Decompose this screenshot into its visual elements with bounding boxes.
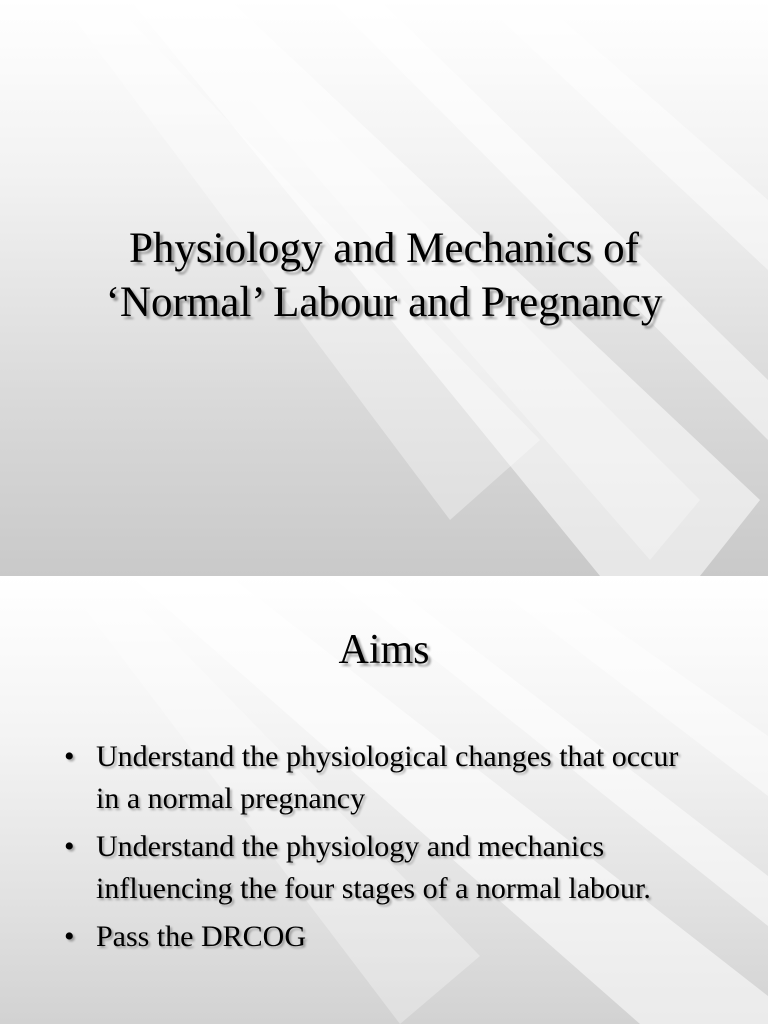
- bullet-dot-icon: •: [64, 740, 75, 773]
- bullet-item: [60, 916, 700, 958]
- aims-title: Aims: [338, 627, 430, 673]
- slide-title-line-2: ‘Normal’ Labour and Pregnancy: [105, 279, 663, 326]
- bullet-dot-icon: •: [64, 830, 75, 863]
- aims-slide: [0, 576, 768, 1024]
- bullet-text: Understand the physiological changes that occur in a normal pregnancy: [96, 740, 679, 815]
- slide-title-line-1: Physiology and Mechanics of: [129, 225, 639, 272]
- bullet-item: [60, 826, 700, 910]
- bullet-item: [60, 736, 700, 820]
- bullet-text: Pass the DRCOG: [96, 920, 307, 953]
- slide-title: [0, 222, 768, 330]
- bullet-text: Understand the physiology and mechanics influencing the four stages of a normal labour.: [96, 830, 651, 905]
- aims-bullet-list: [60, 736, 700, 964]
- bullet-dot-icon: •: [64, 920, 75, 953]
